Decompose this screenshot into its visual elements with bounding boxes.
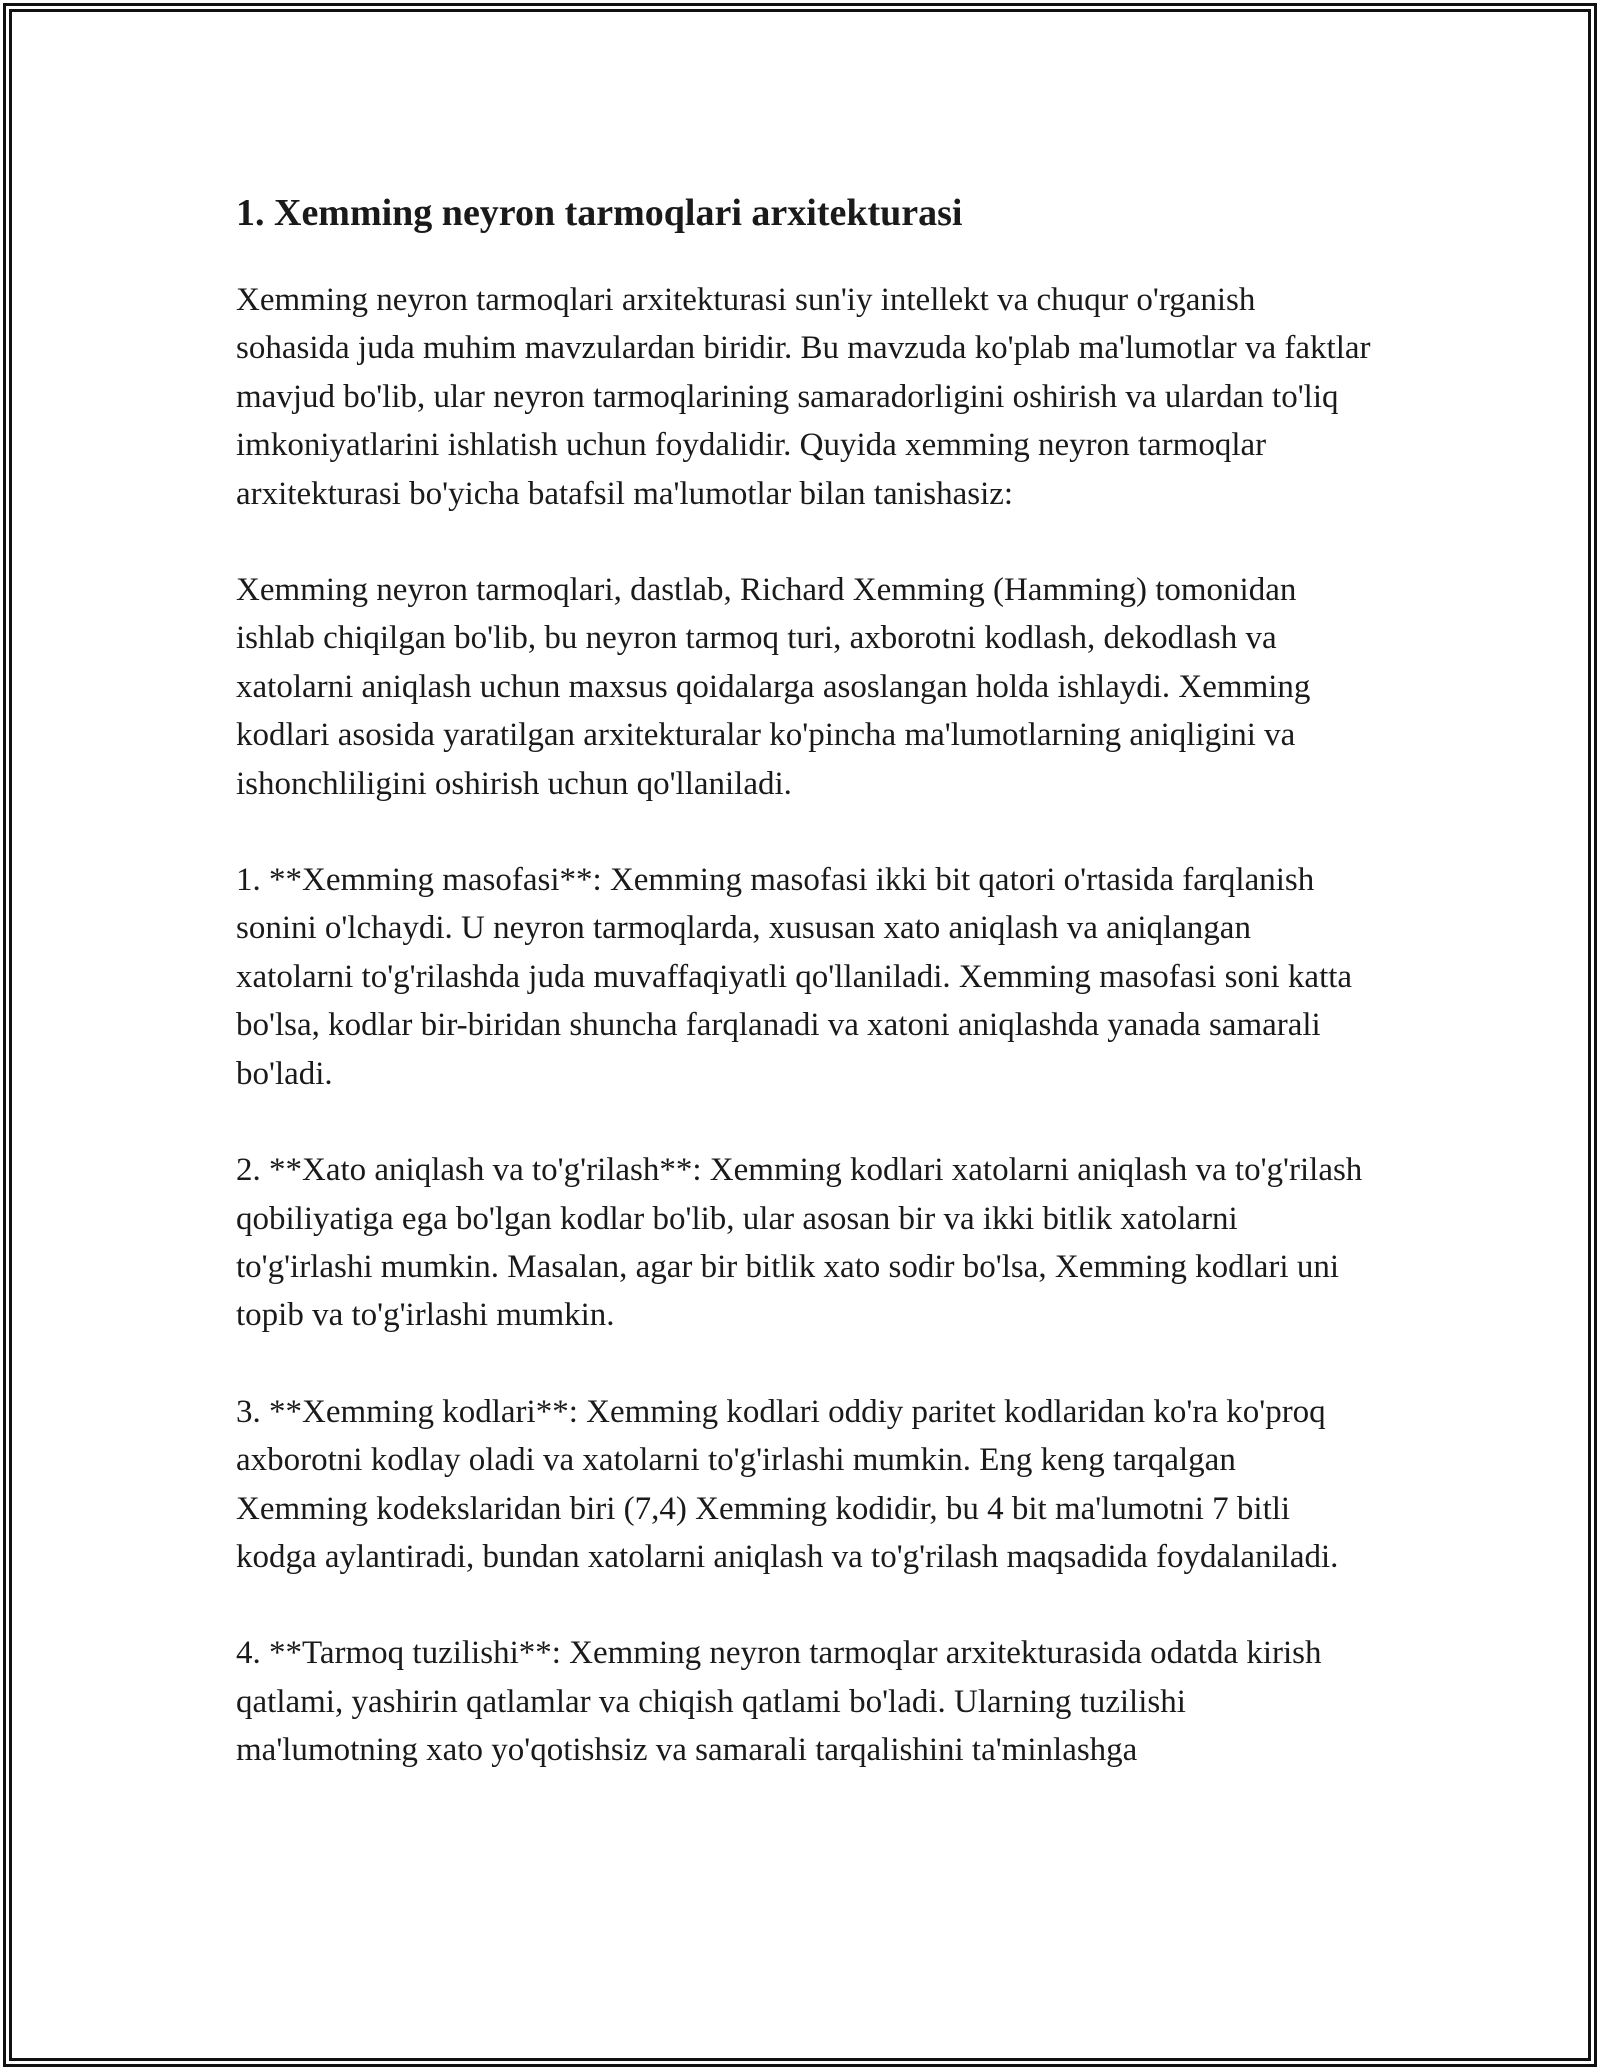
history-paragraph: Xemming neyron tarmoqlari, dastlab, Richard Xemming (Hamming) tomonidan ishlab chiqilgan bo'lib, bu neyron tarmoq turi, axborotni kodlash, dekodlash va xatolarni aniqlash uchun maxsus qoidalarga asoslangan holda ishlaydi. Xemming kodlari asosida yaratilgan arxitekturalar ko'pincha ma'lumotlarning aniqligini va ishonchliligini oshirish uchun qo'llaniladi. bbox=[236, 572, 1311, 802]
document-title: 1. Xemming neyron tarmoqlari arxitekturasi bbox=[236, 192, 963, 234]
list-item-error-correction: 2. **Xato aniqlash va to'g'rilash**: Xemming kodlari xatolarni aniqlash va to'g'rilash qobiliyatiga ega bo'lgan kodlar bo'lib, ular asosan bir va ikki bitlik xatolarni to'g'irlashi mumkin. Masalan, agar bir bitlik xato sodir bo'lsa, Xemming kodlari uni topib va to'g'irlashi mumkin. bbox=[236, 1152, 1363, 1334]
list-item-network-structure: 4. **Tarmoq tuzilishi**: Xemming neyron tarmoqlar arxitekturasida odatda kirish qatlami, yashirin qatlamlar va chiqish qatlami bo'ladi. Ularning tuzilishi ma'lumotning xato yo'qotishsiz va samarali tarqalishini ta'minlashga bbox=[236, 1635, 1322, 1769]
document-body bbox=[236, 188, 1376, 1823]
list-item-hamming-codes: 3. **Xemming kodlari**: Xemming kodlari oddiy paritet kodlaridan ko'ra ko'proq axborotni kodlay oladi va xatolarni to'g'irlashi mumkin. Eng keng tarqalgan Xemming kodekslaridan biri (7,4) Xemming kodidir, bu 4 bit ma'lumotni 7 bitli kodga aylantiradi, bundan xatolarni aniqlash va to'g'rilash maqsadida foydalaniladi. bbox=[236, 1393, 1339, 1575]
list-item-hamming-distance: 1. **Xemming masofasi**: Xemming masofasi ikki bit qatori o'rtasida farqlanish sonini o'lchaydi. U neyron tarmoqlarda, xususan xato aniqlash va aniqlangan xatolarni to'g'rilashda juda muvaffaqiyatli qo'llaniladi. Xemming masofasi soni katta bo'lsa, kodlar bir-biridan shuncha farqlanadi va xatoni aniqlashda yanada samarali bo'ladi. bbox=[236, 862, 1353, 1092]
intro-paragraph: Xemming neyron tarmoqlari arxitekturasi sun'iy intellekt va chuqur o'rganish sohasida juda muhim mavzulardan biridir. Bu mavzuda ko'plab ma'lumotlar va faktlar mavjud bo'lib, ular neyron tarmoqlarining samaradorligini oshirish va ulardan to'liq imkoniyatlarini ishlatish uchun foydalidir. Quyida xemming neyron tarmoqlar arxitekturasi bo'yicha batafsil ma'lumotlar bilan tanishasiz: bbox=[236, 282, 1371, 512]
